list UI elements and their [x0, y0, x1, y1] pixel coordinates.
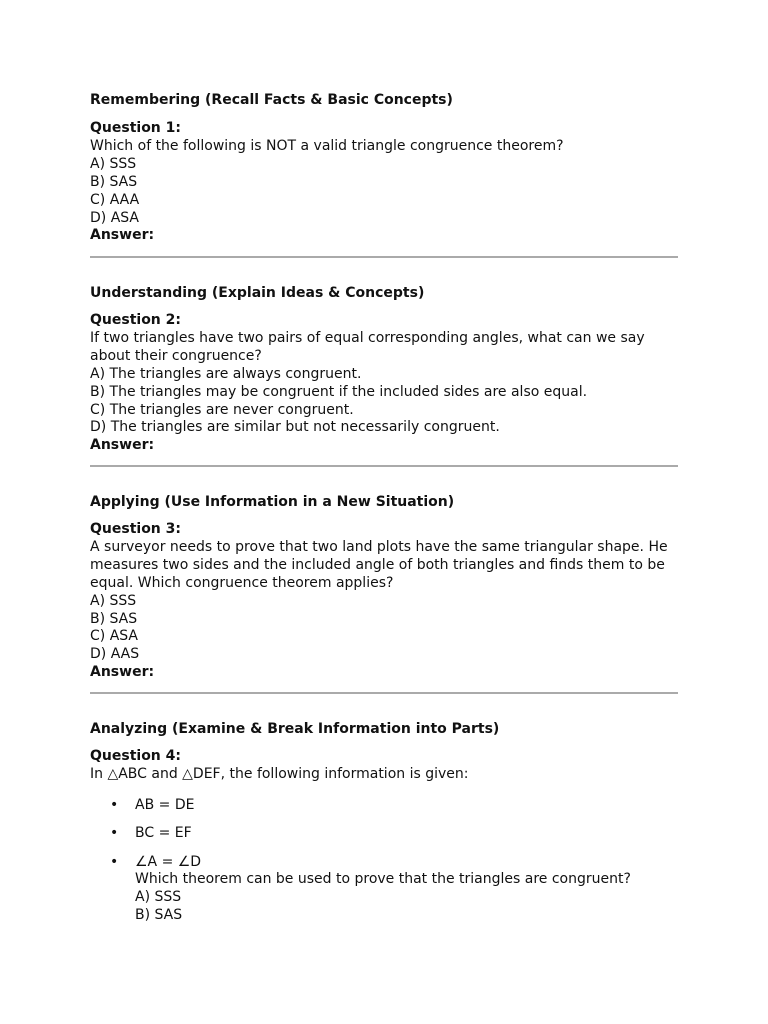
section-divider	[90, 692, 678, 694]
question-text-line-2: about their congruence?	[90, 347, 262, 364]
section-heading: Remembering (Recall Facts & Basic Concepts)	[90, 92, 453, 108]
section-remembering	[90, 91, 678, 109]
question-4	[90, 748, 678, 784]
question-text-line-2: measures two sides and the included angle of both triangles and finds them to be	[90, 556, 665, 573]
question-1	[90, 120, 678, 245]
section-heading: Applying (Use Information in a New Situation)	[90, 494, 455, 510]
option-b: B) SAS	[90, 610, 138, 627]
answer-label: Answer:	[90, 227, 155, 244]
question-text: In △ABC and △DEF, the following information is given:	[90, 765, 469, 782]
bullet-item	[110, 824, 192, 842]
section-heading: Analyzing (Examine & Break Information into Parts)	[90, 721, 500, 737]
bullet-icon: •	[110, 797, 119, 813]
option-b: B) SAS	[135, 906, 183, 923]
option-d: D) The triangles are similar but not necessarily congruent.	[90, 419, 500, 436]
section-heading: Understanding (Explain Ideas & Concepts)	[90, 285, 425, 301]
question-label: Question 1:	[90, 120, 181, 136]
option-c: C) AAA	[90, 191, 140, 208]
section-divider	[90, 256, 678, 258]
option-d: D) AAS	[90, 646, 140, 663]
option-b: B) SAS	[90, 173, 138, 190]
answer-label: Answer:	[90, 664, 155, 681]
option-d: D) ASA	[90, 209, 139, 226]
section-understanding	[90, 284, 678, 302]
option-a: A) SSS	[135, 888, 182, 905]
section-divider	[90, 465, 678, 467]
question-text-line-3: equal. Which congruence theorem applies?	[90, 574, 394, 591]
follow-up-question: Which theorem can be used to prove that the triangles are congruent?	[135, 871, 631, 887]
bullet-icon: •	[110, 825, 119, 841]
question-label: Question 2:	[90, 312, 181, 328]
bullet-text: BC = EF	[135, 825, 192, 841]
option-a: A) The triangles are always congruent.	[90, 365, 362, 382]
option-a: A) SSS	[90, 592, 137, 609]
option-c: C) The triangles are never congruent.	[90, 401, 354, 418]
answer-label: Answer:	[90, 437, 155, 454]
bullet-item	[110, 796, 194, 814]
option-b: B) The triangles may be congruent if the included sides are also equal.	[90, 383, 588, 400]
section-applying	[90, 493, 678, 511]
bullet-icon: •	[110, 854, 119, 870]
bullet-text: AB = DE	[135, 797, 195, 813]
bullet-text: ∠A = ∠D	[135, 854, 202, 870]
question-label: Question 4:	[90, 748, 181, 764]
question-3	[90, 521, 678, 682]
question-text-line-1: A surveyor needs to prove that two land plots have the same triangular shape. He	[90, 538, 668, 555]
option-a: A) SSS	[90, 155, 137, 172]
section-analyzing	[90, 720, 678, 738]
question-label: Question 3:	[90, 521, 181, 537]
option-c: C) ASA	[90, 628, 138, 645]
question-text: Which of the following is NOT a valid triangle congruence theorem?	[90, 137, 564, 154]
question-2	[90, 312, 678, 455]
bullet-item	[110, 853, 201, 871]
question-text-line-1: If two triangles have two pairs of equal corresponding angles, what can we say	[90, 329, 645, 346]
bullet-continuation	[135, 871, 631, 925]
